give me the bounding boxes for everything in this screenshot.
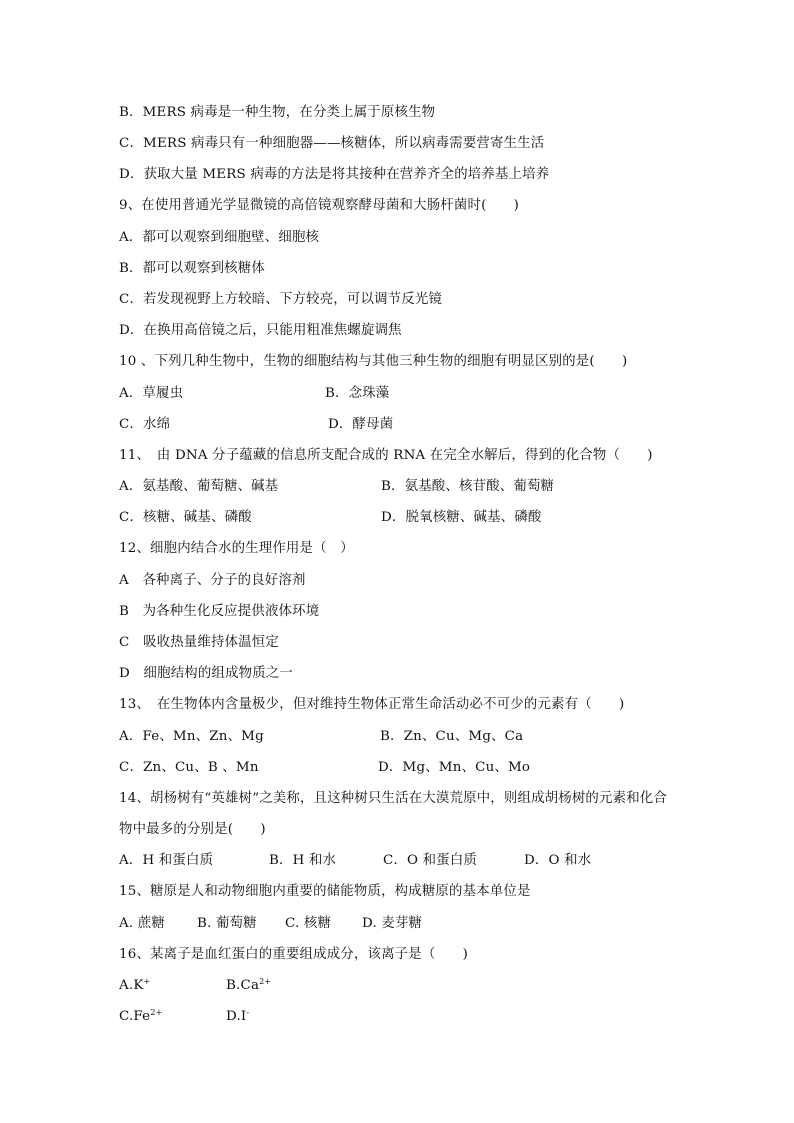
q16-option-b-charge: 2+ (259, 977, 272, 986)
q10-option-d: D．酵母菌 (328, 417, 394, 432)
q12-option-a: A 各种离子、分子的良好溶剂 (119, 573, 306, 588)
q12-option-b: B 为各种生化反应提供液体环境 (119, 604, 320, 619)
question-14-line1: 14、胡杨树有“英雄树”之美称，且这种树只生活在大漠荒原中，则组成胡杨树的元素和化合 (119, 791, 667, 806)
q15-option-d: D. 麦芽糖 (362, 916, 423, 931)
q8-option-b: B．MERS 病毒是一种生物，在分类上属于原核生物 (119, 105, 436, 120)
q11-option-a: A．氨基酸、葡萄糖、碱基 (119, 479, 279, 494)
q16-option-c-charge: 2+ (150, 1008, 163, 1017)
q13-option-d: D．Mg、Mn、Cu、Mo (378, 760, 531, 775)
q14-option-d: D．O 和水 (524, 853, 592, 868)
q9-option-d: D．在换用高倍镜之后，只能用粗准焦螺旋调焦 (119, 323, 402, 338)
q12-option-c: C 吸收热量维持体温恒定 (119, 635, 279, 650)
q15-option-c: C. 核糖 (285, 916, 332, 931)
q16-option-d-base: D.I (226, 1009, 247, 1024)
q15-option-b: B. 葡萄糖 (197, 916, 257, 931)
question-16: 16、某离子是血红蛋白的重要组成成分，该离子是（ ) (119, 947, 469, 962)
q14-option-b: B．H 和水 (269, 853, 337, 868)
question-10: 10 、下列几种生物中，生物的细胞结构与其他三种生物的细胞有明显区别的是( ) (119, 354, 628, 369)
q16-option-d (226, 1008, 249, 1026)
q16-option-c-base: C.Fe (119, 1009, 151, 1024)
question-11: 11、 由 DNA 分子蕴藏的信息所支配合成的 RNA 在完全水解后，得到的化合物（ ) (119, 448, 653, 463)
q10-option-b: B．念珠藻 (325, 386, 390, 401)
q16-option-b-base: B.Ca (226, 978, 260, 993)
q16-option-a-base: A.K (119, 978, 144, 993)
q11-option-b: B．氨基酸、核苷酸、葡萄糖 (381, 479, 555, 494)
q16-option-b (226, 977, 271, 995)
q9-option-a: A．都可以观察到细胞壁、细胞核 (119, 230, 320, 245)
q16-option-a (119, 977, 150, 995)
q9-option-c: C．若发现视野上方较暗、下方较亮，可以调节反光镜 (119, 292, 443, 307)
question-13: 13、 在生物体内含量极少，但对维持生物体正常生命活动必不可少的元素有（ ) (119, 697, 625, 712)
question-9: 9、在使用普通光学显微镜的高倍镜观察酵母菌和大肠杆菌时( ) (119, 198, 520, 213)
q13-option-b: B．Zn、Cu、Mg、Ca (380, 729, 524, 744)
q15-option-a: A. 蔗糖 (119, 916, 165, 931)
q10-option-a: A．草履虫 (119, 386, 184, 401)
q9-option-b: B．都可以观察到核糖体 (119, 261, 265, 276)
q16-option-c (119, 1008, 163, 1026)
question-14-line2: 物中最多的分别是( ) (119, 822, 266, 837)
question-15: 15、糖原是人和动物细胞内重要的储能物质，构成糖原的基本单位是 (119, 884, 531, 899)
q16-option-a-charge: + (143, 977, 151, 986)
question-12: 12、细胞内结合水的生理作用是（ ） (119, 541, 354, 556)
q12-option-d: D 细胞结构的组成物质之一 (119, 666, 294, 681)
q13-option-c: C．Zn、Cu、B 、Mn (119, 760, 259, 775)
q16-option-d-charge: - (246, 1008, 250, 1017)
q11-option-c: C．核糖、碱基、磷酸 (119, 510, 252, 525)
q13-option-a: A．Fe、Mn、Zn、Mg (119, 729, 264, 744)
q10-option-c: C．水绵 (119, 417, 171, 432)
q11-option-d: D．脱氧核糖、碱基、磷酸 (381, 510, 542, 525)
q8-option-c: C．MERS 病毒只有一种细胞器——核糖体，所以病毒需要营寄生生活 (119, 136, 545, 151)
q8-option-d: D．获取大量 MERS 病毒的方法是将其接种在营养齐全的培养基上培养 (119, 167, 550, 182)
q14-option-a: A．H 和蛋白质 (119, 853, 214, 868)
q14-option-c: C．O 和蛋白质 (383, 853, 478, 868)
